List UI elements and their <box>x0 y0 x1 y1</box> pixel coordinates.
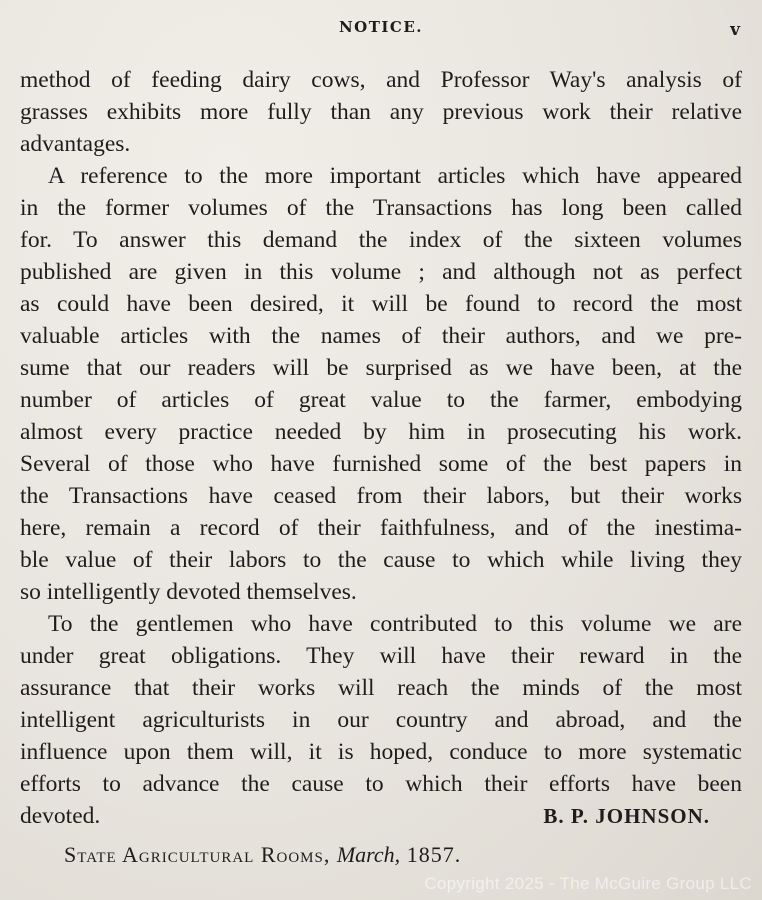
notice-body <box>20 64 742 832</box>
text-line: number of articles of great value to the farmer, embodying <box>20 387 742 413</box>
text-line: as could have been desired, it will be found to record the most <box>20 291 742 317</box>
text-line: the Transactions have ceased from their labors, but their works <box>20 483 742 509</box>
text-line: assurance that their works will reach the minds of the most <box>20 675 742 701</box>
running-head: NOTICE. <box>338 18 424 36</box>
page-number: v <box>730 20 740 40</box>
text-line: advantages. <box>20 131 131 157</box>
text-line: ble value of their labors to the cause to which while living they <box>20 547 742 573</box>
text-line: published are given in this volume ; and although not as perfect <box>20 259 742 285</box>
text-line: To the gentlemen who have contributed to this volume we are <box>48 611 742 637</box>
text-line: grasses exhibits more fully than any previous work their relative <box>20 99 742 125</box>
text-line: sume that our readers will be surprised as we have been, at the <box>20 355 742 381</box>
text-line: for. To answer this demand the index of the sixteen volumes <box>20 227 742 253</box>
text-line: intelligent agriculturists in our country and abroad, and the <box>20 707 742 733</box>
dateline-place: State Agricultural Rooms, <box>64 842 331 867</box>
text-line: in the former volumes of the Transactions has long been called <box>20 195 742 221</box>
copyright-watermark: Copyright 2025 - The McGuire Group LLC <box>424 874 752 893</box>
text-line: efforts to advance the cause to which their efforts have been <box>20 771 742 797</box>
text-line: influence upon them will, it is hoped, conduce to more systematic <box>20 739 742 765</box>
signature: B. P. JOHNSON. <box>543 804 710 828</box>
text-line: valuable articles with the names of their authors, and we pre- <box>20 323 742 349</box>
text-line: Several of those who have furnished some of the best papers in <box>20 451 742 477</box>
text-line: method of feeding dairy cows, and Professor Way's analysis of <box>20 67 742 93</box>
dateline-month: March, <box>336 842 401 867</box>
text-line: here, remain a record of their faithfulness, and of the inestima- <box>20 515 742 541</box>
dateline-year: 1857. <box>406 842 462 867</box>
text-line: under great obligations. They will have their reward in the <box>20 643 742 669</box>
dateline <box>64 842 461 868</box>
text-line: so intelligently devoted themselves. <box>20 579 357 605</box>
closing-row <box>20 800 742 832</box>
text-line: devoted. <box>20 803 101 829</box>
page-header <box>0 16 762 40</box>
text-line: A reference to the more important articles which have appeared <box>48 163 742 189</box>
text-line: almost every practice needed by him in prosecuting his work. <box>20 419 742 445</box>
